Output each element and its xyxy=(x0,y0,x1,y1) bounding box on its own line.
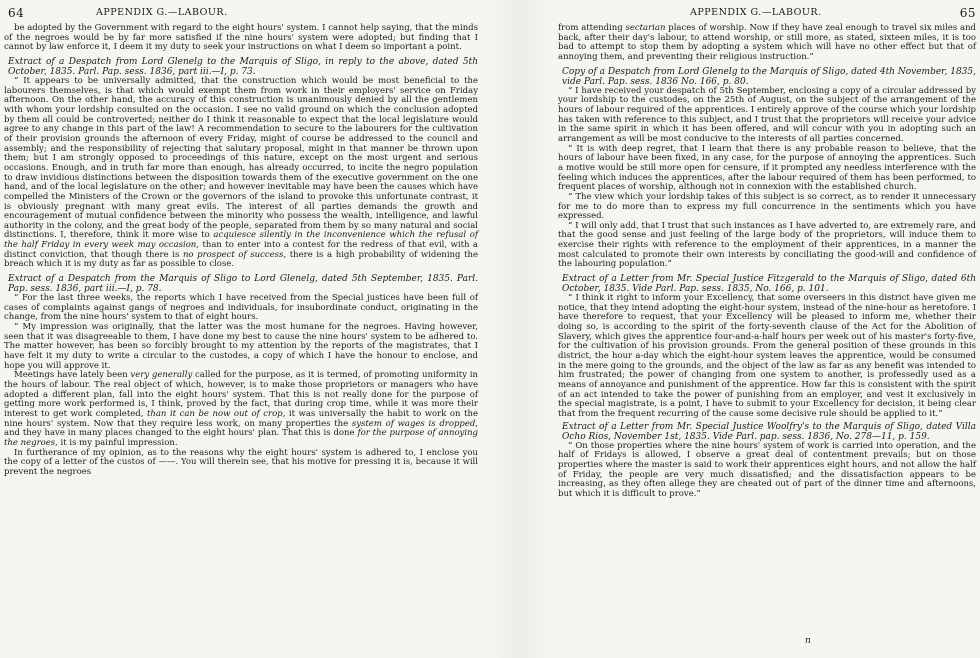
left-paragraph-4: “ My impression was originally, that the latter was the most humane for the negroes. Having however, seen that it was disagreeable to them, I have done my best to cause the nine hours' system to be adhered to. The matter however, has been so forcibly brought to my attention by the reports of the magistrates, that I have felt it my duty to write a circular to the custodes, a copy of which I have the honour to enclose, and hope you will approve it. xyxy=(4,322,478,371)
right-paragraph-2: “ I have received your despatch of 5th September, enclosing a copy of a circular addressed by your lordship to the custodes, on the 25th of August, on the subject of the arrangement of the hours of labour required of the apprentices. I entirely approve of the course which your lordship has taken with reference to this subject, and I trust that the proprietors will receive your advice in the same spirit in which it has been offered, and will concur with you in adopting such an arrangement as will be most conducive to the interests of all parties concerned. xyxy=(558,85,976,144)
left-paragraph-3: “ For the last three weeks, the reports which I have received from the Special justices have been full of cases of complaints against gangs of negroes and individuals, for insubordinate conduct, originating in the change, from the nine hours' system to that of eight hours. xyxy=(4,293,478,323)
left-heading-1: Extract of a Despatch from Lord Glenelg to the Marquis of Sligo, in reply to the above, dated 5th October, 1835. Parl. Pap. sess. 1836, part iii.—I, p. 73. xyxy=(8,56,478,77)
right-paragraph-6: “ I think it right to inform your Excellency, that some overseers in this district have given me notice, that they intend adopting the eight-hour system, instead of the nine-hour as heretofore. I have therefore to request, that your Excellency will be pleased to inform me, whether their doing so, is according to the spirit of the forty-seventh clause of the Act for the Abolition of Slavery, which gives the apprentice four-and-a-half hours per week out of his master's forty-five, for the cultivation of his provision grounds. From the general position of these grounds in this district, the hour a-day which the eight-hour system leaves the apprentice, would be consumed in the mere going to the grounds, and the object of the law as far as any benefit was intended to him frustrated; the power of changing from one system to another, is professedly used as a means of annoyance and punishment of the apprentice. How far this is consistent with the spirit of an act intended to take the power of punishing from an employer, and vest it exclusively in the special magistrate, is a point, I have to submit to your Excellency for decision, it being clear that from the frequent recurring of the cause some decisive rule should be applied to it.” xyxy=(558,293,976,419)
right-heading-1: Copy of a Despatch from Lord Glenelg to the Marquis of Sligo, dated 4th November, 1835, vide Parl. Pap. sess. 1836 No. 166, p. 80. xyxy=(562,66,976,87)
right-page-number: 65 xyxy=(959,6,976,20)
right-paragraph-3: “ It is with deep regret, that I learn that there is any probable reason to believe, that the hours of labour have been fixed, in any case, for the purpose of annoying the apprentices. Such a motive would be still more open for censure, if it prompted any needless interference with the feeling which induces the apprentices, after the labour required of them has been performed, to frequent places of worship, although not in connexion with the established church. xyxy=(558,143,976,193)
right-page xyxy=(552,0,980,658)
right-running-title: APPENDIX G.—LABOUR. xyxy=(690,7,822,18)
right-paragraph-1: from attending sectarian places of worship. Now if they have zeal enough to travel six miles and back, after their day's labour, to attend worship, or still more, as stated, sixteen miles, it is too bad to attempt to stop them by adopting a system which will have no other effect but that of annoying them, and preventing their religious instruction.” xyxy=(558,23,976,62)
left-paragraph-1: be adopted by the Government with regard to the eight hours' system. I cannot help saying, that the minds of the negroes would be by far more satisfied if the nine hours' system were adopted; but finding that I cannot by law enforce it, I deem it my duty to seek your instructions on what I deem so important a point. xyxy=(4,23,478,53)
right-paragraph-4: “ The view which your lordship takes of this subject is so correct, as to render it unnecessary for me to do more than to express my full concurrence in the sentiments which you have expressed. xyxy=(558,191,976,222)
left-running-head xyxy=(4,6,478,22)
left-heading-2: Extract of a Despatch from the Marquis of Sligo to Lord Glenelg, dated 5th September, 1835. Parl. Pap. sess. 1836, part iii.—I, p. 78. xyxy=(8,274,478,295)
signature-mark: n xyxy=(805,636,811,646)
right-heading-2: Extract of a Letter from Mr. Special Justice Fitzgerald to the Marquis of Sligo, dated 6th October, 1835. Vide Parl. Pap. sess. 1835, No. 166, p. 101. xyxy=(562,274,976,295)
left-paragraph-6: In furtherance of my opinion, as to the reasons why the eight hours' system is adhered to, I enclose you the copy of a letter of the custos of ——. You will therein see, that his motive for pressing it is, because it will prevent the negroes xyxy=(4,447,478,477)
left-page-number: 64 xyxy=(8,6,25,20)
right-paragraph-7: “ On those properties where the nine hours' system of work is carried into operation, and the half of Fridays is allowed, I observe a great deal of contentment prevails; but on those properties where the master is said to work their apprentices eight hours, and not allow the half of Friday, the people are very much dissatisfied; and the dissatisfaction appears to be increasing, as they often allege they are cheated out of part of the dinner time and afternoons, but which it is difficult to prove.” xyxy=(558,440,976,499)
left-paragraph-2: “ It appears to be universally admitted, that the construction which would be most beneficial to the labourers themselves, is that which would exempt them from work in their employers' service on Friday afternoon. On the other hand, the accuracy of this construction is unanimously denied by all the gentlemen with whom your lordship consulted on the occasion. I see no valid ground on which the conclusion adopted by them all could be controverted; neither do I think it reasonable to expect that the local legislature would agree to any change in this part of the law! A recommendation to secure to the labourers for the cultivation of their provision grounds the afternoon of every Friday, might of course be addressed to the council and assembly; and the responsibility of rejecting that salutary proposal, might in that manner be thrown upon them; but I am strongly opposed to proceedings of this nature, except on the most urgent and serious occasions. Enough, and in truth far more than enough, has already occurred, to incite the negro population to draw invidious distinctions between the disposition towards them of the executive government on the one hand, and of the local legislature on the other; and however inevitable may have been the causes which have compelled the Ministers of the Crown or the governors of the island to provoke this unfortunate contrast, it is obviously pregnant with many great evils. The interest of all parties demands the growth and encouragement of mutual confidence between the minority who possess the wealth, intelligence, and lawful authority in the colony, and the great body of the people, separated from them by so many natural and social distinctions. I, therefore, think it more wise to acquiesce silently in the inconvenience which the refusal of the half Friday in every week may occasion, than to enter into a contest for the redress of that evil, with a distinct conviction, that though there is no prospect of success, there is a high probability of widening the breach which it is my duty as far as possible to close. xyxy=(4,75,478,270)
left-page xyxy=(0,0,488,658)
right-heading-3: Extract of a Letter from Mr. Special Justice Woolfry's to the Marquis of Sligo, dated Villa Ocho Rios, November 1st, 1835. Vide Parl. pap. sess. 1836, No. 278—11, p. 159. xyxy=(562,421,976,442)
book-gutter xyxy=(488,0,552,658)
left-running-title: APPENDIX G.—LABOUR. xyxy=(96,7,228,18)
right-running-head xyxy=(558,6,976,22)
left-paragraph-5: Meetings have lately been very generally called for the purpose, as it is termed, of promoting uniformity in the hours of labour. The real object of which, however, is to make those proprietors or managers who have adopted a different plan, fall into the eight hours' system. That this is not really done for the purpose of getting more work performed is, I think, proved by the fact, that during crop time, while it was more their interest to get work completed, than it can be now out of crop, it was universally the habit to work on the nine hours' system. Now that they require less work, on many properties the system of wages is dropped, and they have in many places changed to the eight hours' plan. That this is done for the purpose of annoying the negroes, it is my painful impression. xyxy=(4,370,479,448)
right-paragraph-5: “ I will only add, that I trust that such instances as I have adverted to, are extremely rare, and that the good sense and just feeling of the large body of the proprietors, will induce them to exercise their rights with reference to the employment of their apprentices, in a manner the most calculated to promote their own interests by conciliating the good-will and confidence of the labouring population.” xyxy=(558,220,976,270)
